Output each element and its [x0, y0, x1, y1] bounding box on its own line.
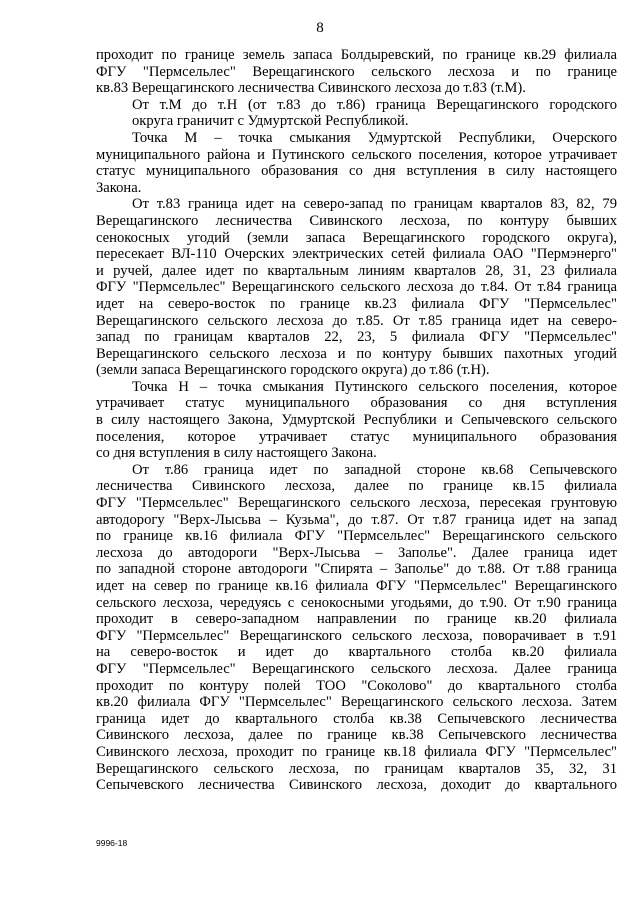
document-code: 9996-18 — [96, 838, 128, 848]
text-line: От т.М до т.Н (от т.83 до т.86) граница Верещагинского городского — [132, 96, 617, 113]
text-line: ФГУ "Пермсельлес" Верещагинского сельского лесхоза, поворачивает в т.91 — [96, 627, 617, 644]
text-line: проходит в северо-западном направлении по границе кв.20 филиала — [96, 611, 617, 628]
text-line: граница идет до квартального столба кв.38 Сепычевского лесничества — [96, 710, 617, 727]
text-line: ФГУ "Пермсельлес" Верещагинского сельского лесхоза до т.84. От т.84 граница — [96, 279, 617, 296]
text-line: автодорогу "Верх-Лысьва – Кузьма", до т.87. От т.87 граница идет на запад — [96, 511, 617, 528]
text-line: и ручей, далее идет по квартальным линиям кварталов 28, 31, 23 филиала — [96, 262, 617, 279]
text-line: по границе кв.16 филиала ФГУ "Пермсельлес" Верещагинского сельского — [96, 528, 617, 545]
text-line: округа граничит с Удмуртской Республикой. — [132, 113, 409, 130]
text-line: сельского лесхоза, чередуясь с сенокосными угодьями, до т.90. От т.90 граница — [96, 594, 617, 611]
text-line: сенокосных угодий (земли запаса Верещагинского городского округа), — [96, 229, 617, 246]
text-line: От т.83 граница идет на северо-запад по границам кварталов 83, 82, 79 — [132, 196, 617, 213]
text-line: Точка М – точка смыкания Удмуртской Республики, Очерского — [132, 129, 617, 146]
text-line: Верещагинского сельского лесхоза до т.85. От т.85 граница идет на северо- — [96, 312, 617, 329]
text-line: От т.86 граница идет по западной стороне кв.68 Сепычевского — [132, 461, 617, 478]
text-line: ФГУ "Пермсельлес" Верещагинского сельского лесхоза и по границе — [96, 63, 617, 80]
page-number: 8 — [316, 20, 324, 36]
text-line: идет на северо-восток по границе кв.23 филиала ФГУ "Пермсельлес" — [96, 295, 617, 312]
text-line: Сивинского лесхоза, далее по границе кв.38 Сепычевского лесничества — [96, 727, 617, 744]
text-line: по западной стороне автодороги "Спирята – Заполье" до т.88. От т.88 граница — [96, 561, 617, 578]
text-line: в силу настоящего Закона, Удмуртской Республики и Сепычевского сельского — [96, 412, 617, 429]
text-line: кв.83 Верещагинского лесничества Сивинского лесхоза до т.83 (т.М). — [96, 80, 526, 97]
text-line: лесхоза до автодороги "Верх-Лысьва – Заполье". Далее граница идет — [96, 544, 617, 561]
text-line: Верещагинского сельского лесхоза и по контуру бывших пахотных угодий — [96, 345, 617, 362]
text-line: идет на север по границе кв.16 филиала ФГУ "Пермсельлес" Верещагинского — [96, 578, 617, 594]
text-line: Сепычевского лесничества Сивинского лесхоза, доходит до квартального — [96, 777, 617, 794]
text-line: утрачивает статус муниципального образования со дня вступления — [96, 395, 617, 412]
text-line: запад по границам кварталов 22, 23, 5 филиала ФГУ "Пермсельлес" — [96, 329, 617, 346]
text-line: со дня вступления в силу настоящего Закона. — [96, 445, 377, 462]
text-line: Закона. — [96, 179, 142, 196]
text-line: лесничества Сивинского лесхоза, далее по границе кв.15 филиала — [96, 478, 617, 495]
text-line: Точка Н – точка смыкания Путинского сельского поселения, которое — [132, 378, 617, 395]
text-line: кв.20 филиала ФГУ "Пермсельлес" Верещагинского сельского лесхоза. Затем — [96, 694, 617, 711]
text-line: ФГУ "Пермсельлес" Верещагинского сельского лесхоза, пересекая грунтовую — [96, 495, 617, 512]
text-line: муниципального района и Путинского сельского поселения, которое утрачивает — [96, 146, 617, 163]
document-body — [96, 47, 617, 794]
text-line: пересекает ВЛ-110 Очерских электрических сетей филиала ОАО "Пермэнерго" — [96, 246, 617, 263]
text-line: проходит по контуру полей ТОО "Соколово" до квартального столба — [96, 677, 617, 694]
text-line: на северо-восток и идет до квартального столба кв.20 филиала — [96, 644, 617, 661]
text-line: Сивинского лесхоза, проходит по границе кв.18 филиала ФГУ "Пермсельлес" — [96, 743, 617, 760]
text-line: Верещагинского сельского лесхоза, по границам кварталов 35, 32, 31 — [96, 760, 617, 777]
text-line: ФГУ "Пермсельлес" Верещагинского сельского лесхоза. Далее граница — [96, 660, 617, 677]
text-line: проходит по границе земель запаса Болдыревский, по границе кв.29 филиала — [96, 47, 617, 63]
text-line: Верещагинского лесничества Сивинского лесхоза, по контуру бывших — [96, 212, 617, 229]
text-line: поселения, которое утрачивает статус муниципального образования — [96, 428, 617, 445]
text-line: (земли запаса Верещагинского городского округа) до т.86 (т.Н). — [96, 362, 490, 379]
text-line: статус муниципального образования со дня вступления в силу настоящего — [96, 163, 617, 180]
